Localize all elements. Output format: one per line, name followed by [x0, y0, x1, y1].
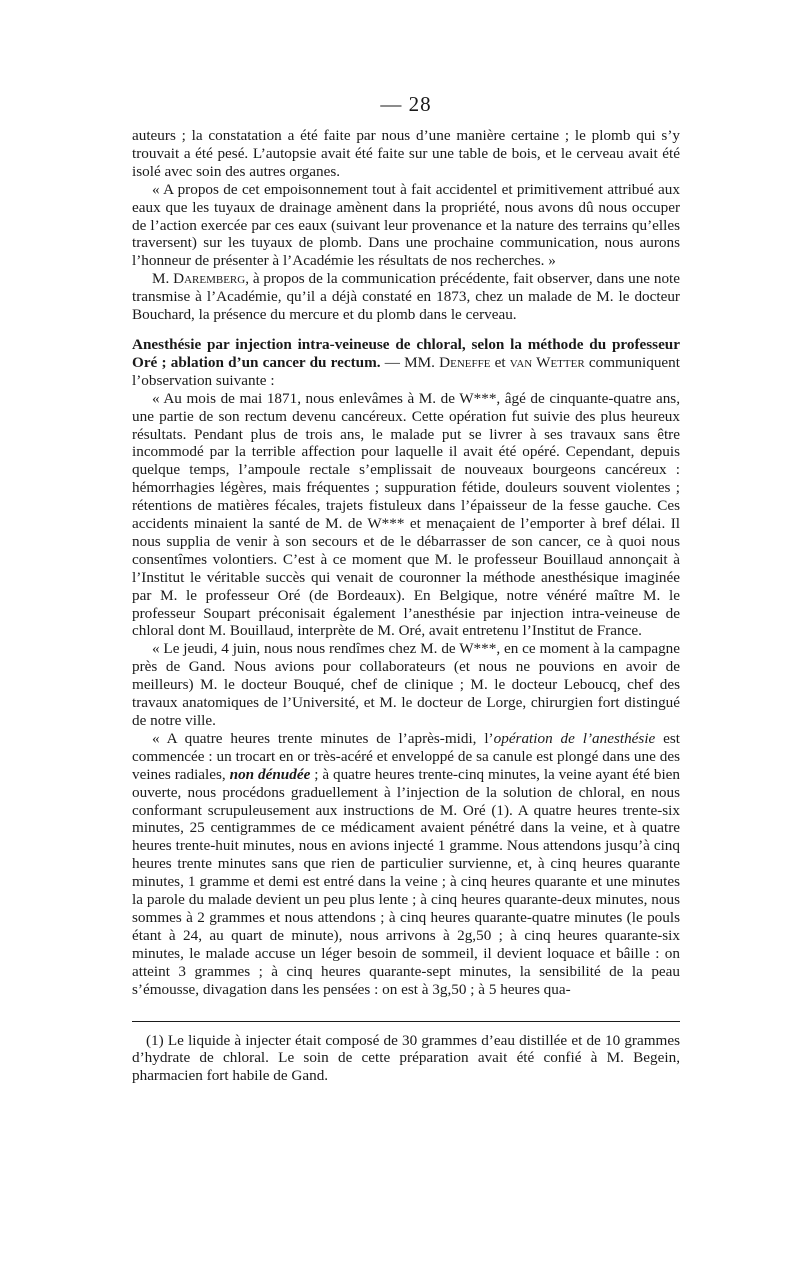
book-page: [132, 92, 680, 1085]
paragraph-text: « A quatre heures trente minutes de l’après-midi, l’: [152, 729, 494, 747]
author-name: Deneffe: [439, 353, 491, 371]
author-name: M. Daremberg,: [152, 270, 249, 288]
paragraph-operation: [132, 730, 680, 999]
paragraph-text: est commencée : un trocart en or très-acéré et enveloppé de sa canule est plongé dans une des veines radiales,: [132, 729, 681, 783]
heading-dash: — MM.: [380, 353, 440, 371]
paragraph-text: communiquent l’observation suivante :: [132, 353, 680, 389]
paragraph-text: ; à quatre heures trente-cinq minutes, la veine ayant été bien ouverte, nous procédons graduellement à l’injection de la solution de chloral, en nous conformant scrupuleusement aux instructions de M. Oré (1). A quatre heures trente-six minutes, 25 centigrammes de ce médicament avaient pénétré dans la veine, et à quatre heures trente-huit minutes, nous en avions injecté 1 gramme. Nous attendons jusqu’à cinq heures trente minutes sans que rien de particulier survienne, et, à cinq heures quarante minutes, 1 gramme et demi est entré dans la veine ; à cinq heures quarante et une minutes la parole du malade devient un peu plus lente ; à cinq heures quarante-deux minutes, nous sommes à 2 grammes et nous attendons ; à cinq heures quarante-quatre minutes (le pouls étant à 24, au quart de minute), nous arrivons à 2g,50 ; à cinq heures quarante-six minutes, le malade accuse un léger besoin de sommeil, il devient loquace et bâille : on atteint 3 grammes ; à cinq heures quarante-sept minutes, la sensibilité de la peau s’émousse, divagation dans les pensées : on est à 3g,50 ; à 5 heures qua-: [132, 765, 680, 998]
paragraph-text: à propos de la communication précédente, fait observer, dans une note transmise à l’Académie, qu’il a déjà constaté en 1873, chez un malade de M. le docteur Bouchard, la présence du mercure et du plomb dans le cerveau.: [132, 270, 680, 324]
conjunction: et: [490, 353, 510, 371]
heading-text: Anesthésie par injection intra-veineuse de chloral, selon la méthode du professeur Oré ; ablation d’un cancer du rectum.: [132, 335, 680, 371]
paragraph-poisoning: « A propos de cet empoisonnement tout à fait accidentel et primitivement attribué aux eaux que les tuyaux de drainage amènent dans la propriété, nous avons dû nous occuper de l’action exercée par ces eaux (suivant leur provenance et la nature des terrains qu’elles traversent) sur les tuyaux de plomb. Dans une prochaine communication, nous aurons l’honneur de présenter à l’Académie les résultats de nos recherches. »: [132, 180, 680, 270]
paragraph-autopsy: auteurs ; la constatation a été faite par nous d’une manière certaine ; le plomb qui s’y trouvait a été pesé. L’autopsie avait été faite sur une table de bois, et le cerveau avait été isolé avec soin des autres organes.: [132, 127, 680, 180]
section-heading: [132, 336, 680, 390]
italic-text: non dénudée: [229, 765, 311, 783]
paragraph-daremberg: [132, 270, 680, 324]
page-number: — 28: [380, 92, 432, 116]
footnote-divider: [132, 1021, 680, 1022]
italic-text: opération de l’anesthésie: [493, 729, 656, 747]
paragraph-visit: « Le jeudi, 4 juin, nous nous rendîmes chez M. de W***, en ce moment à la campagne près de Gand. Nous avions pour collaborateurs (et nous ne pouvions en avoir de meilleurs) M. le docteur Bouqué, chef de clinique ; M. le docteur Leboucq, chef des travaux anatomiques de l’Université, et M. le docteur de Lorge, chirurgien fort distingué de notre ville.: [132, 640, 680, 729]
footnote: (1) Le liquide à injecter était composé de 30 grammes d’eau distillée et de 10 grammes d’hydrate de chloral. Le soin de cette préparation avait été confié à M. Begein, pharmacien fort habile de Gand.: [132, 1031, 680, 1085]
author-name: van Wetter: [509, 353, 585, 371]
paragraph-case-history: « Au mois de mai 1871, nous enlevâmes à M. de W***, âgé de cinquante-quatre ans, une partie de son rectum devenu cancéreux. Cette opération fut suivie des plus heureux résultats. Pendant plus de trois ans, le malade put se livrer à ses travaux sans être incommodé par la terrible affection pour laquelle il avait été opéré. Cependant, depuis quelque temps, l’ampoule rectale s’emplissait de nouveaux bourgeons cancéreux : hémorrhagies légères, mais fréquentes ; suppuration fétide, douleurs souvent violentes ; rétentions de matières fécales, trajets fistuleux dans l’épaisseur de la fesse gauche. Ces accidents minaient la santé de M. de W*** et menaçaient de l’emporter à bref délai. Il nous supplia de venir à son secours et de le débarrasser de son cancer, ce à quoi nous consentîmes volontiers. C’est à ce moment que M. le professeur Bouillaud annonçait à l’Institut le véritable succès qui venait de couronner la méthode anesthésique imaginée par M. le professeur Oré (de Bordeaux). En Belgique, notre vénéré maître M. le professeur Soupart préconisait également l’anesthésie par injection intra-veineuse de chloral dont M. Bouillaud, interprète de M. Oré, avait entretenu l’Institut de France.: [132, 389, 680, 640]
